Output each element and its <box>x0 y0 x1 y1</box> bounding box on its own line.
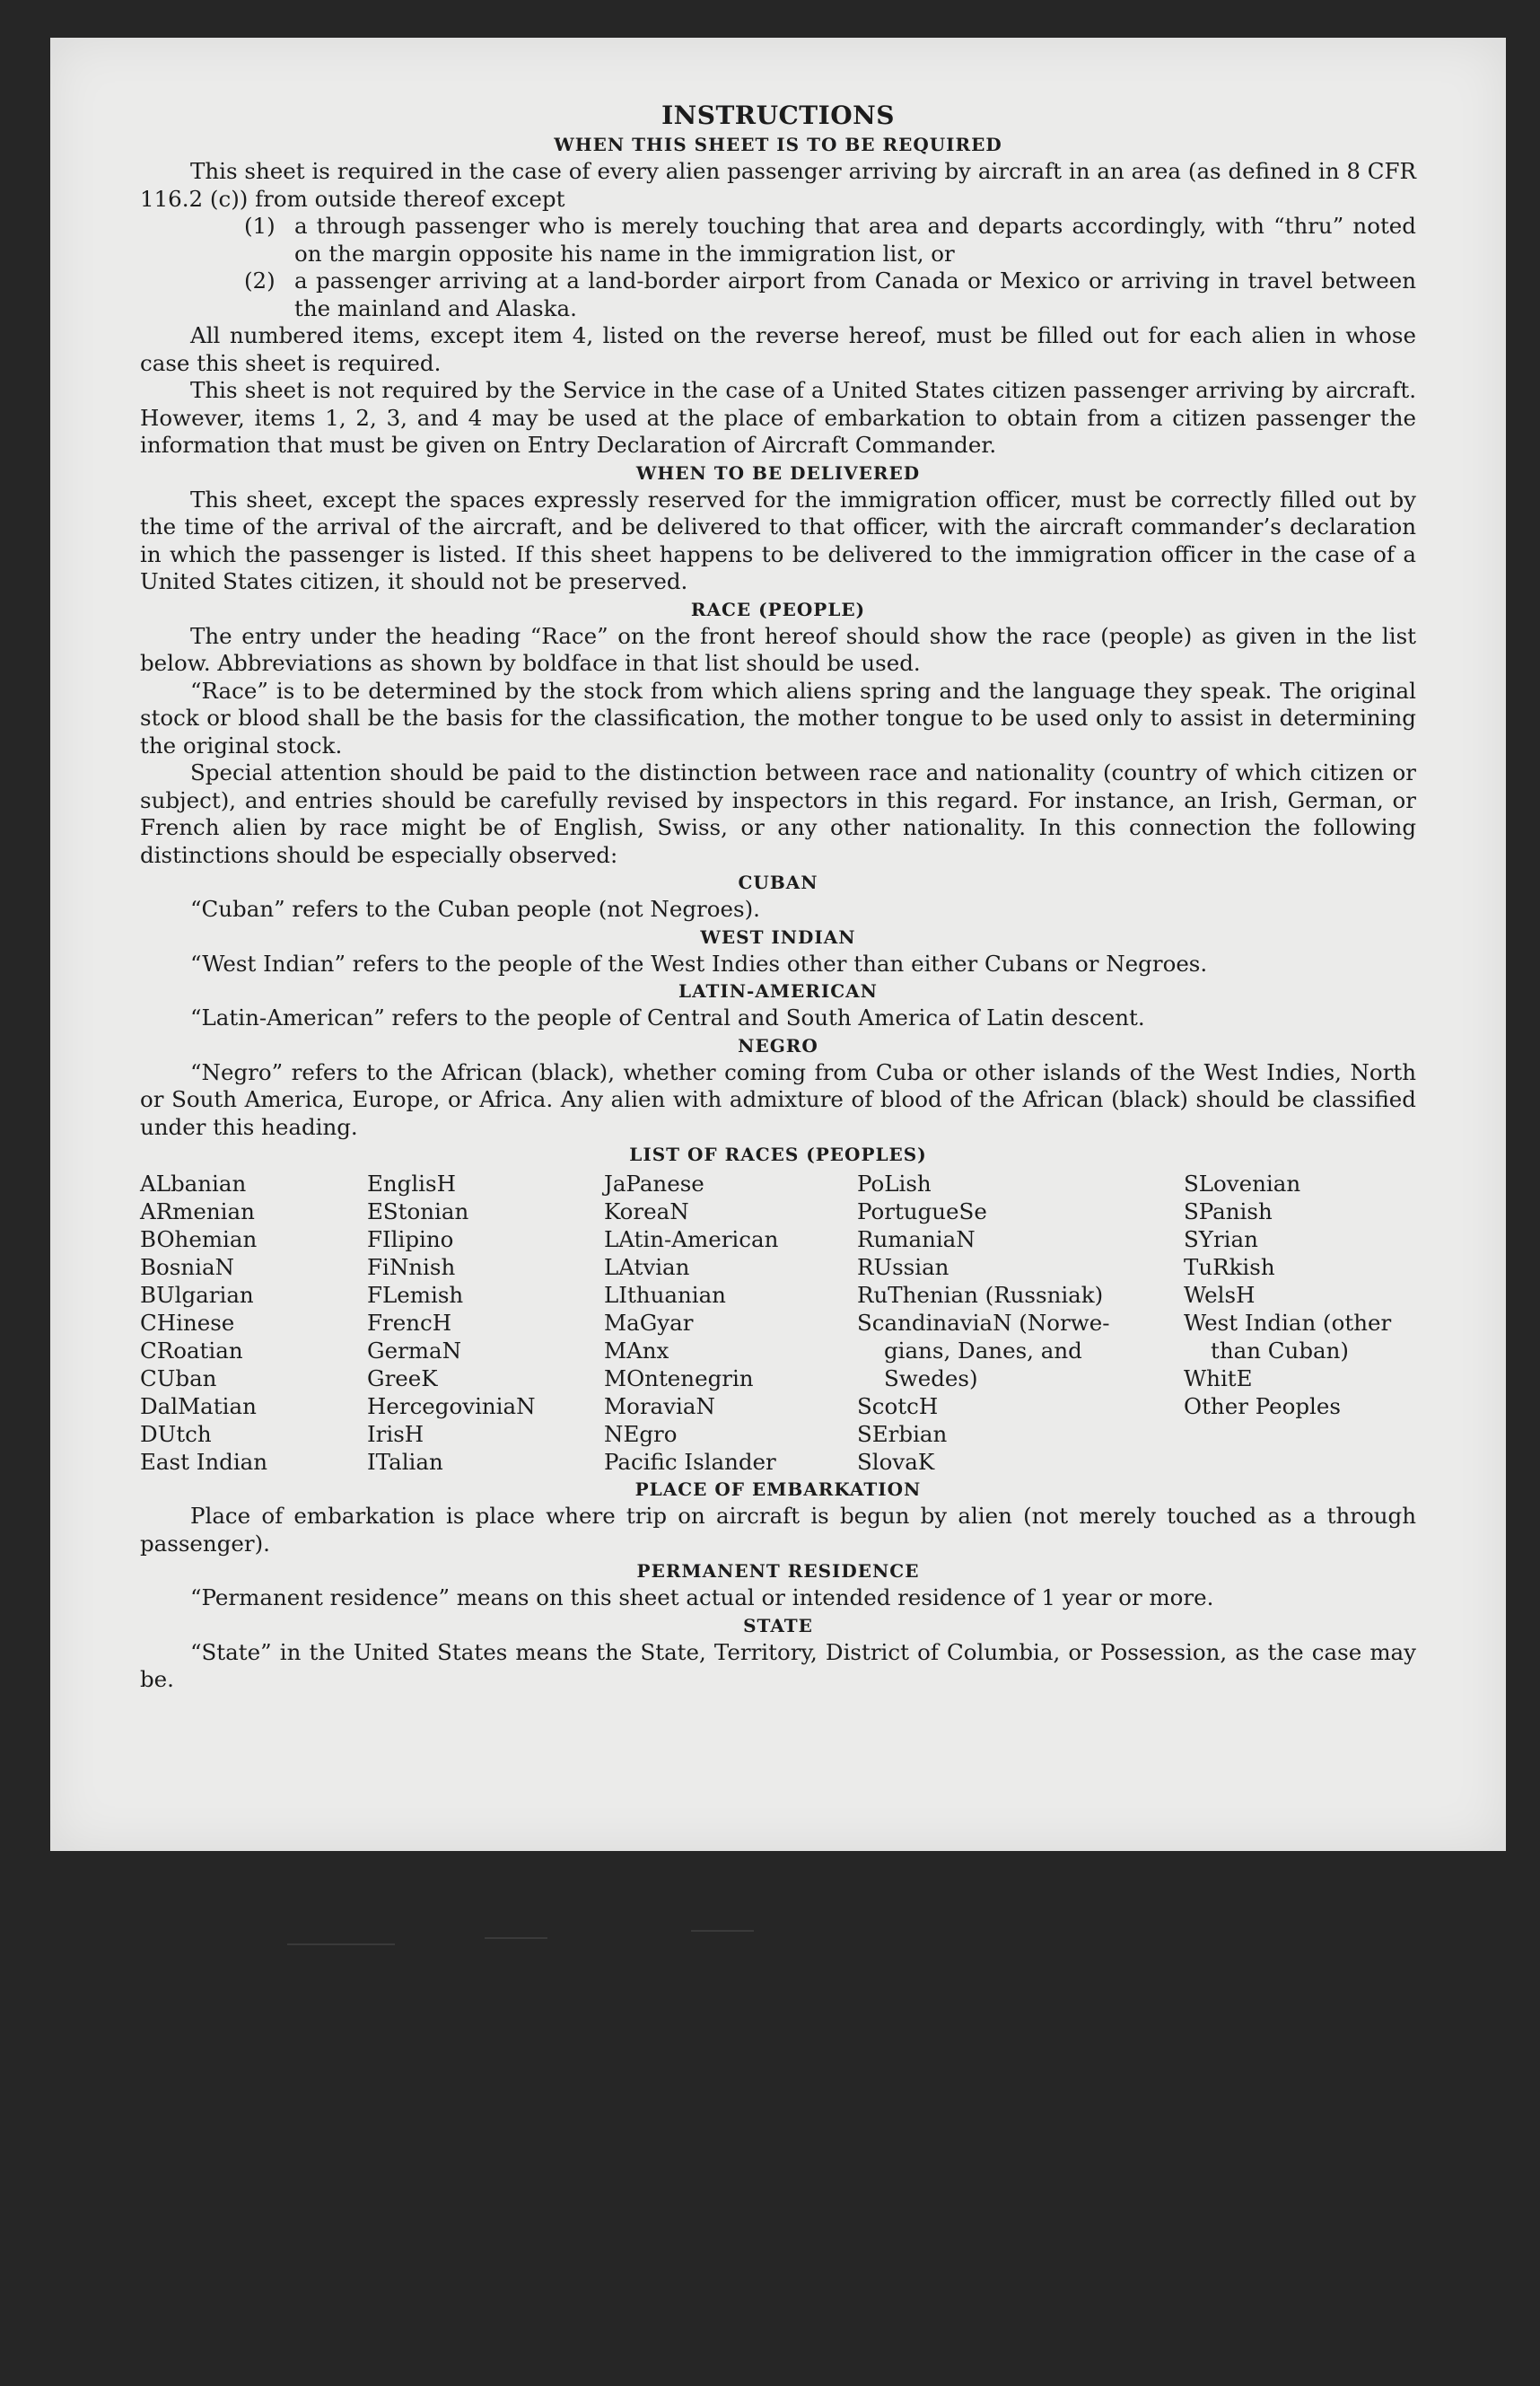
heading-race: RACE (PEOPLE) <box>690 598 866 620</box>
residence-text: “Permanent residence” means on this sheet actual or intended residence of 1 year or more. <box>190 1584 1214 1610</box>
heading-when-required: WHEN THIS SHEET IS TO BE REQUIRED <box>554 134 1002 155</box>
race-entry: LAtvian <box>604 1254 690 1280</box>
race-entry: MaGyar <box>604 1310 694 1336</box>
race-entry: East Indian <box>140 1449 268 1475</box>
races-column-1 <box>140 1170 367 1476</box>
west-indian-text: “West Indian” refers to the people of the West Indies other than either Cubans or Negroes. <box>190 950 1208 977</box>
race-entry: BUlgarian <box>140 1282 254 1308</box>
numbered-items-paragraph: All numbered items, except item 4, listed on the reverse hereof, must be filled out for each alien in whose case this sheet is required. <box>140 322 1416 376</box>
race-entry: PortugueSe <box>857 1198 987 1224</box>
scan-artifact-line <box>691 1930 754 1932</box>
race-entry: BOhemian <box>140 1226 258 1252</box>
negro-text: “Negro” refers to the African (black), whether coming from Cuba or other islands of the West Indies, North or South America, Europe, or Africa. Any alien with admixture of blood of the African (black) should be classified under this heading. <box>140 1058 1416 1140</box>
instructions-content <box>140 101 1416 1694</box>
race-entry: TuRkish <box>1184 1254 1275 1280</box>
races-list <box>140 1170 1416 1476</box>
scan-artifact-line <box>485 1937 547 1939</box>
scan-artifact-line <box>287 1943 395 1945</box>
race-entry: Other Peoples <box>1184 1393 1341 1419</box>
races-column-4 <box>857 1170 1184 1476</box>
race-entry: DalMatian <box>140 1393 257 1419</box>
latin-american-text: “Latin-American” refers to the people of Central and South America of Latin descent. <box>190 1004 1145 1031</box>
when-delivered-text: This sheet, except the spaces expressly reserved for the immigration officer, must be correctly filled out by the time of the arrival of the aircraft, and be delivered to that officer, with the aircraft commander’s declaration in which the passenger is listed. If this sheet happens to be delivered to the immigration officer in the case of a United States citizen, it should not be preserved. <box>140 486 1416 594</box>
race-entry: DUtch <box>140 1421 212 1447</box>
heading-list-of-races: LIST OF RACES (PEOPLES) <box>629 1144 927 1165</box>
citizen-paragraph: This sheet is not required by the Service in the case of a United States citizen passenger arriving by aircraft. However, items 1, 2, 3, and 4 may be used at the place of embarkation to obtain from a citizen passenger the information that must be given on Entry Declaration of Aircraft Commander. <box>140 377 1416 458</box>
heading-west-indian: WEST INDIAN <box>700 925 856 948</box>
heading-latin-american: LATIN-AMERICAN <box>678 980 878 1002</box>
race-entry: HercegoviniaN <box>367 1393 536 1419</box>
exception-text: a through passenger who is merely touching that area and departs accordingly, with “thru” noted on the margin opposite his name in the immigration list, or <box>294 213 1416 267</box>
race-entry: BosniaN <box>140 1254 234 1280</box>
heading-when-delivered: WHEN TO BE DELIVERED <box>635 461 921 484</box>
race-entry: EnglisH <box>367 1171 456 1197</box>
race-entry: SPanish <box>1184 1198 1273 1224</box>
race-entry: JaPanese <box>604 1171 704 1197</box>
race-entry: LIthuanian <box>604 1282 726 1308</box>
race-entry: ARmenian <box>140 1198 255 1224</box>
race-paragraph-1: The entry under the heading “Race” on the front hereof should show the race (people) as given in the list below. Abbreviations as shown by boldface in that list should be used. <box>140 622 1416 676</box>
exception-text: a passenger arriving at a land-border airport from Canada or Mexico or arriving in travel between the mainland and Alaska. <box>294 268 1416 321</box>
race-entry: EStonian <box>367 1198 469 1224</box>
race-entry: PoLish <box>857 1171 932 1197</box>
race-entry: FiNnish <box>367 1254 456 1280</box>
race-entry: GermaN <box>367 1338 462 1364</box>
heading-cuban: CUBAN <box>738 872 818 893</box>
document-sheet <box>50 38 1506 1851</box>
when-required-intro: This sheet is required in the case of every alien passenger arriving by aircraft in an area (as defined in 8 CFR 116.2 (c)) from outside thereof except <box>140 158 1416 212</box>
race-entry: GreeK <box>367 1365 438 1391</box>
race-entry: FIlipino <box>367 1226 454 1252</box>
race-entry: SLovenian <box>1184 1171 1301 1197</box>
race-entry: RUssian <box>857 1254 949 1280</box>
race-entry: CHinese <box>140 1310 235 1336</box>
race-entry: ScotcH <box>857 1393 939 1419</box>
race-entry: RumaniaN <box>857 1226 976 1252</box>
race-entry: RuThenian (Russniak) <box>857 1282 1104 1308</box>
race-entry: CUban <box>140 1365 217 1391</box>
races-column-3 <box>604 1170 857 1476</box>
exception-item-2 <box>244 268 1416 322</box>
races-column-2 <box>367 1170 604 1476</box>
cuban-text: “Cuban” refers to the Cuban people (not Negroes). <box>190 896 760 922</box>
race-entry: ALbanian <box>140 1171 247 1197</box>
heading-negro: NEGRO <box>738 1034 818 1057</box>
race-entry: NEgro <box>604 1421 678 1447</box>
race-entry: SlovaK <box>857 1449 935 1475</box>
heading-state: STATE <box>743 1614 813 1636</box>
state-text: “State” in the United States means the State, Territory, District of Columbia, or Possession, as the case may be. <box>140 1638 1416 1692</box>
race-entry: MOntenegrin <box>604 1365 754 1391</box>
race-entry: ScandinaviaN (Norwe- gians, Danes, and Swedes) <box>857 1310 1110 1391</box>
race-entry: MAnx <box>604 1338 669 1364</box>
race-entry: ITalian <box>367 1449 443 1475</box>
race-entry: CRoatian <box>140 1338 243 1364</box>
exception-number: (1) <box>244 213 276 239</box>
race-entry: KoreaN <box>604 1198 689 1224</box>
document-title: INSTRUCTIONS <box>661 101 895 130</box>
race-entry: IrisH <box>367 1421 424 1447</box>
race-entry: FrencH <box>367 1310 452 1336</box>
race-entry: SErbian <box>857 1421 948 1447</box>
races-column-5 <box>1184 1170 1416 1476</box>
heading-embarkation: PLACE OF EMBARKATION <box>634 1478 922 1500</box>
embarkation-text: Place of embarkation is place where trip on aircraft is begun by alien (not merely touched as a through passenger). <box>140 1503 1416 1557</box>
race-entry: FLemish <box>367 1282 464 1308</box>
race-entry: Pacific Islander <box>604 1449 776 1475</box>
race-entry: West Indian (other than Cuban) <box>1184 1310 1392 1364</box>
exception-number: (2) <box>244 268 276 294</box>
race-entry: MoraviaN <box>604 1393 715 1419</box>
heading-permanent-residence: PERMANENT RESIDENCE <box>636 1560 920 1582</box>
exception-item-1 <box>244 213 1416 268</box>
race-entry: WelsH <box>1184 1282 1256 1308</box>
race-entry: LAtin-American <box>604 1226 779 1252</box>
race-entry: WhitE <box>1184 1365 1253 1391</box>
race-entry: SYrian <box>1184 1226 1258 1252</box>
race-paragraph-3: Special attention should be paid to the distinction between race and nationality (country of which citizen or subject), and entries should be carefully revised by inspectors in this regard. For instance, an Irish, German, or French alien by race might be of English, Swiss, or any other nationality. In this connection the following distinctions should be especially observed: <box>140 759 1416 868</box>
race-paragraph-2: “Race” is to be determined by the stock from which aliens spring and the language they speak. The original stock or blood shall be the basis for the classification, the mother tongue to be used only to assist in determining the original stock. <box>140 677 1416 759</box>
